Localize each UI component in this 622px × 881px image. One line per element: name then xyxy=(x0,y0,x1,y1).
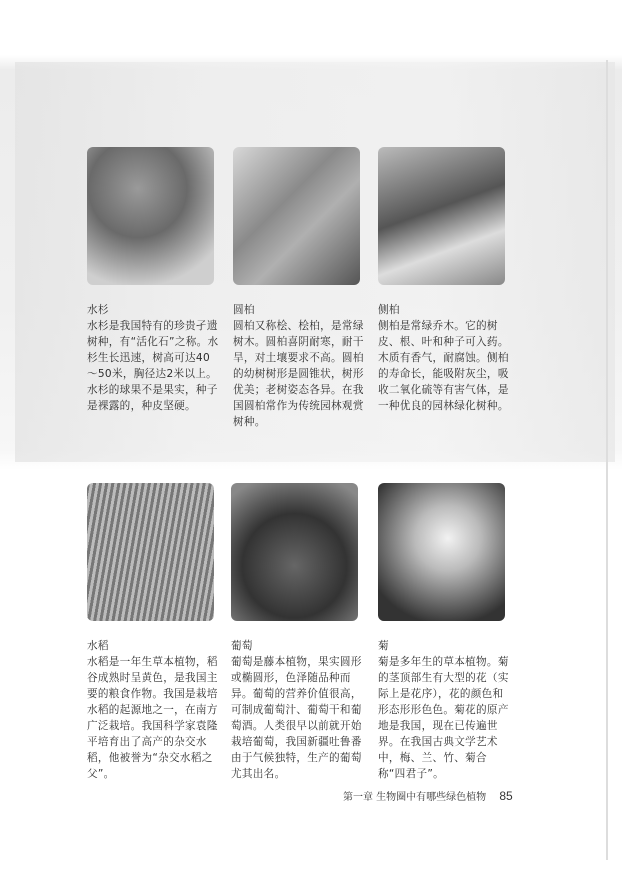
entry-chinese-juniper xyxy=(233,302,365,430)
page-edge xyxy=(606,60,608,860)
entry-text: 葡萄是藤本植物，果实圆形或椭圆形，色泽随品种而异。葡萄的营养价值很高，可制成葡萄汁、葡萄干和葡萄酒。人类很早以前就开始栽培葡萄，我国新疆吐鲁番由于气候独特，生产的葡萄尤其出名。 xyxy=(231,656,362,780)
entry-metasequoia xyxy=(87,302,219,414)
entry-title: 圆柏 xyxy=(233,304,255,316)
entry-arborvitae xyxy=(378,302,510,414)
entry-text: 菊是多年生的草本植物。菊的茎顶部生有大型的花（实际上是花序），花的颜色和形态形形色色。菊花的原产地是我国，现在已传遍世界。在我国古典文学艺术中，梅、兰、竹、菊合称“四君子”。 xyxy=(378,656,509,780)
entry-text: 水稻是一年生草本植物，稻谷成熟时呈黄色，是我国主要的粮食作物。我国是栽培水稻的起源地之一，在南方广泛栽培。我国科学家袁隆平培育出了高产的杂交水稻，他被誉为“杂交水稻之父”。 xyxy=(87,656,218,780)
photo-grapes xyxy=(231,483,358,621)
entry-text: 侧柏是常绿乔木。它的树皮、根、叶和种子可入药。木质有香气，耐腐蚀。侧柏的寿命长，能吸附灰尘，吸收二氧化硫等有害气体，是一种优良的园林绿化树种。 xyxy=(378,320,509,412)
entry-title: 水稻 xyxy=(87,640,109,652)
photo-metasequoia xyxy=(87,147,214,285)
photo-chrysanthemum xyxy=(378,483,505,621)
photo-rice xyxy=(87,483,214,621)
entry-text: 圆柏又称桧、桧柏，是常绿树木。圆柏喜阴耐寒，耐干旱，对土壤要求不高。圆柏的幼树树形是圆锥状，树形优美；老树姿态各异。在我国圆柏常作为传统园林观赏树种。 xyxy=(233,320,364,428)
entry-chrysanthemum xyxy=(378,638,510,782)
chapter-title: 第一章 生物圈中有哪些绿色植物 xyxy=(343,792,487,803)
entry-title: 葡萄 xyxy=(231,640,253,652)
entry-title: 水杉 xyxy=(87,304,109,316)
page-number: 85 xyxy=(499,789,513,803)
entry-grapes xyxy=(231,638,363,782)
photo-chinese-juniper xyxy=(233,147,360,285)
entry-rice xyxy=(87,638,219,782)
photo-arborvitae xyxy=(378,147,505,285)
page-footer xyxy=(343,788,513,803)
entry-title: 菊 xyxy=(378,640,389,652)
entry-text: 水杉是我国特有的珍贵孑遗树种，有“活化石”之称。水杉生长迅速，树高可达40～50米，胸径达2米以上。水杉的球果不是果实，种子是裸露的，种皮坚硬。 xyxy=(87,320,219,412)
entry-title: 侧柏 xyxy=(378,304,400,316)
